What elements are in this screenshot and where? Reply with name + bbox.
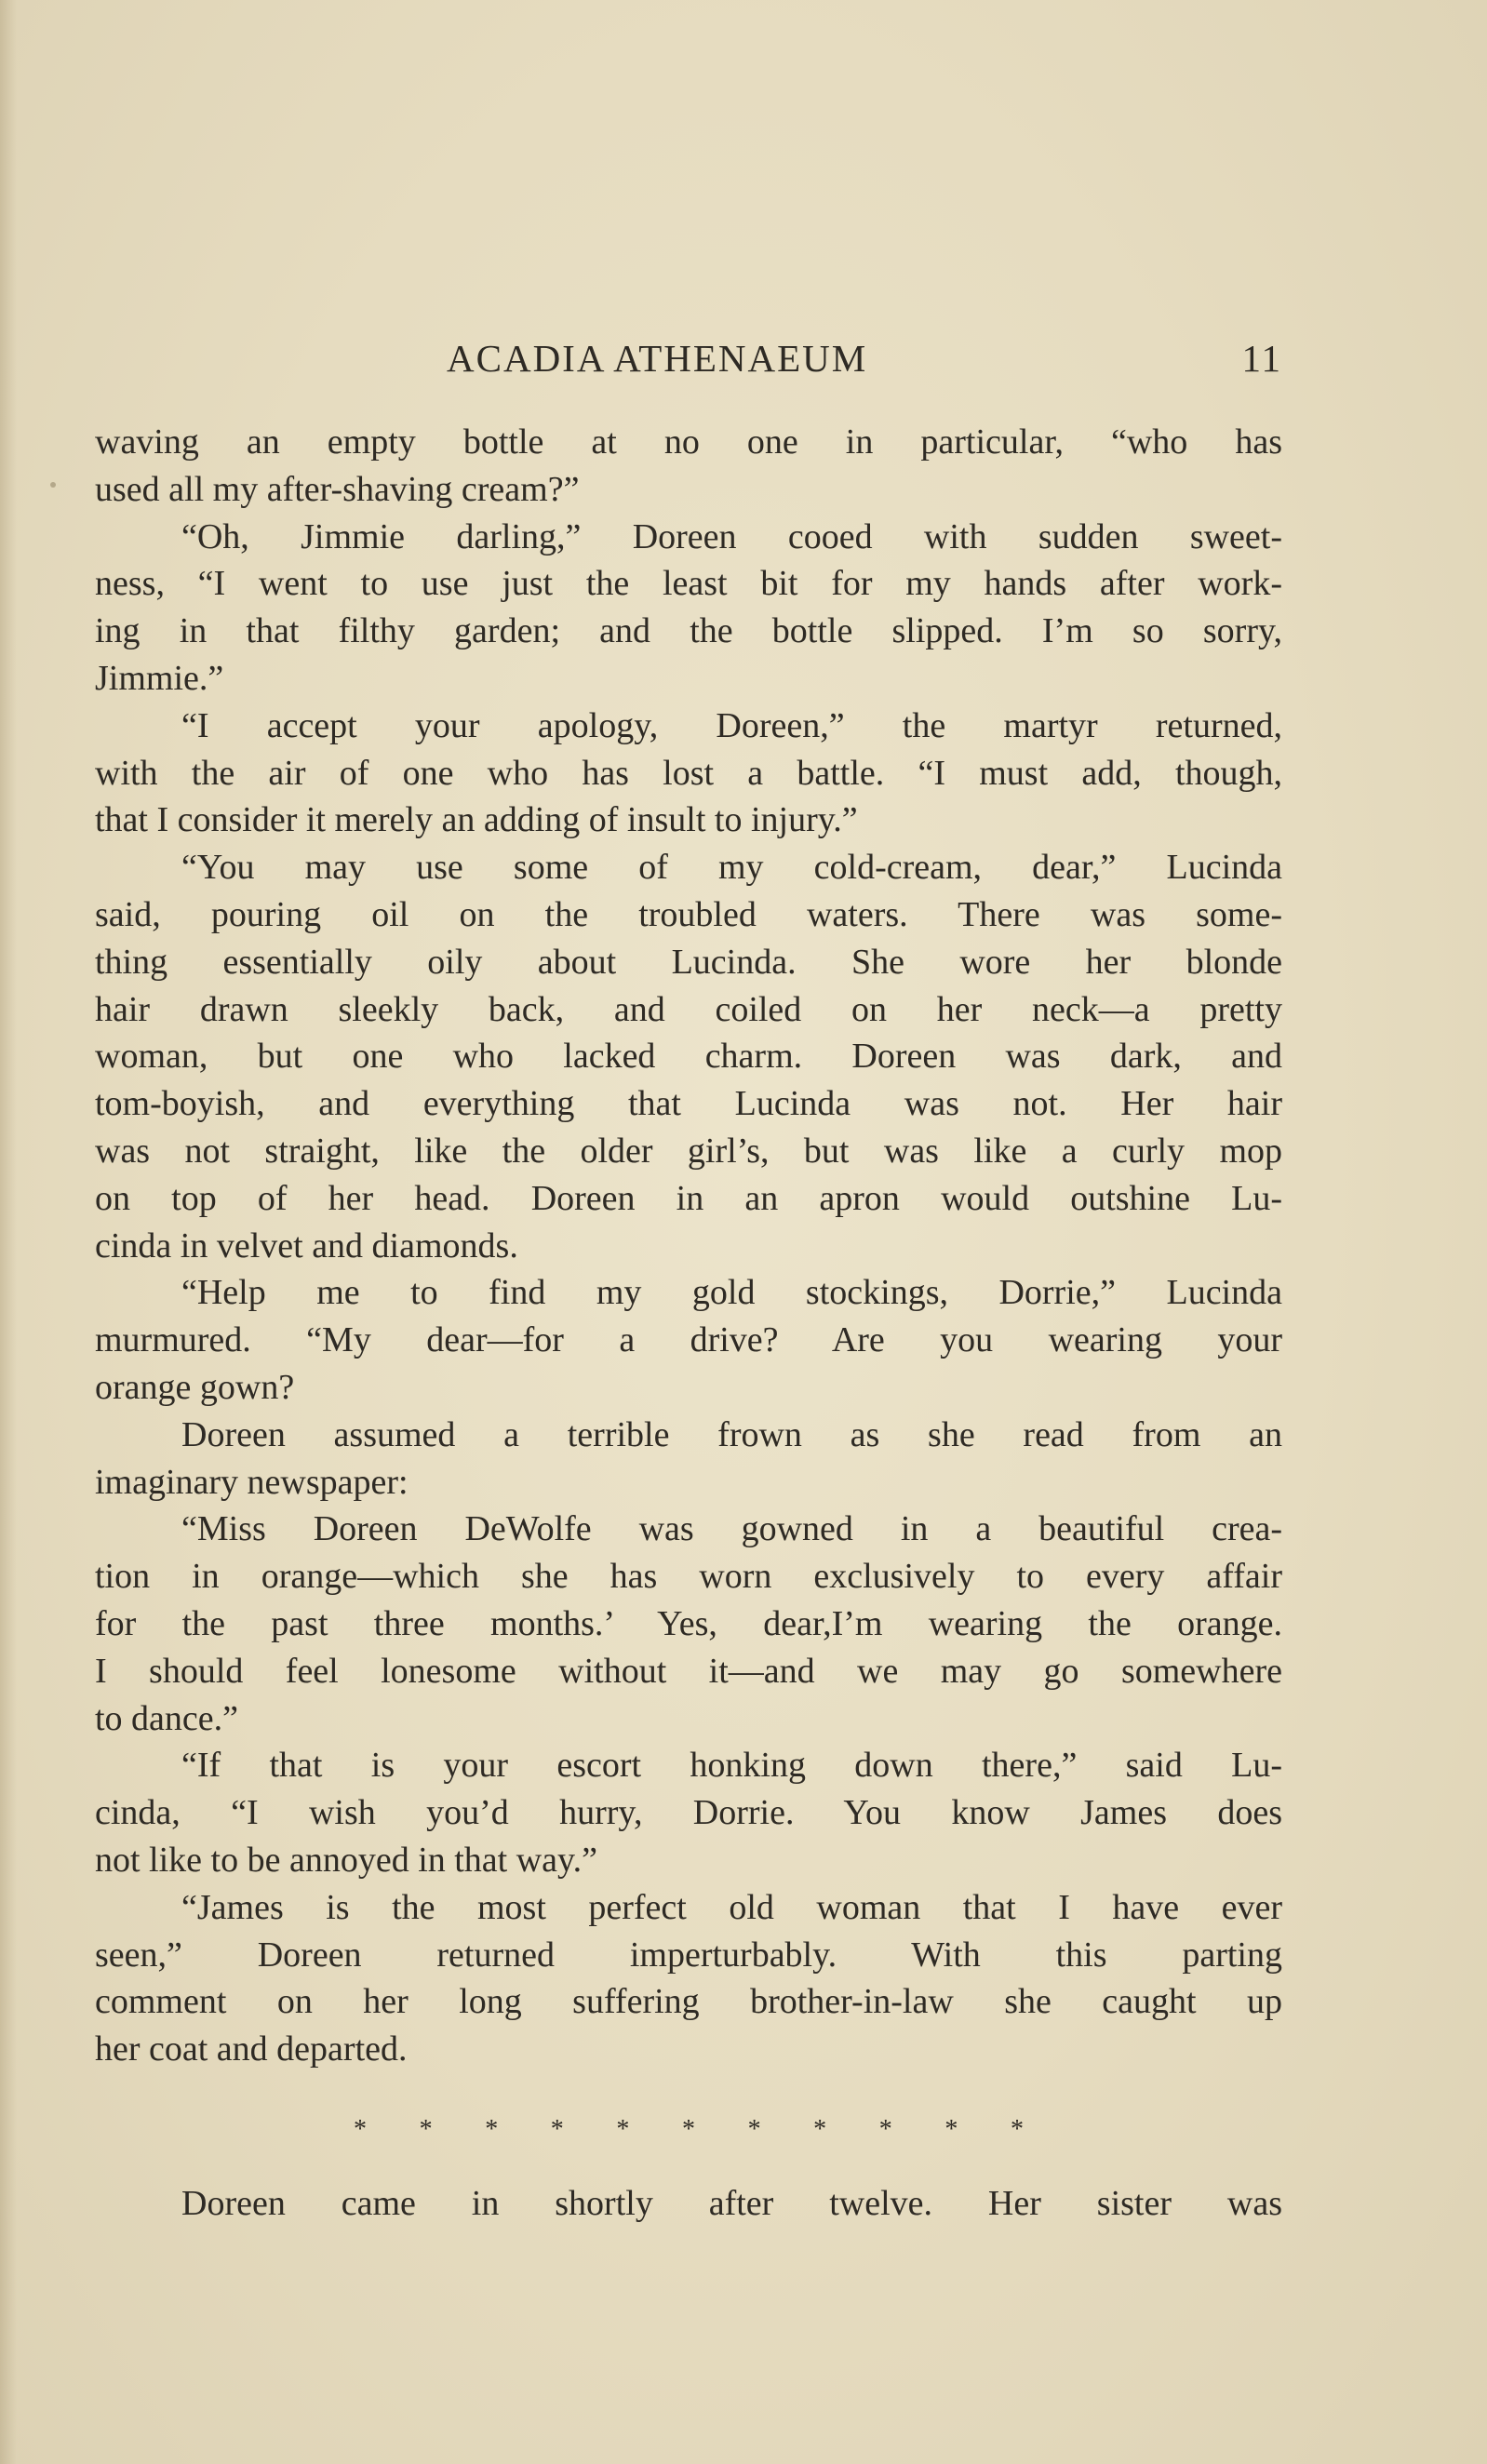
text-line: imaginary newspaper: <box>95 1462 409 1502</box>
text-line: “Oh, Jimmie darling,” Doreen cooed with sudden sweet- <box>181 516 1282 556</box>
text-line: murmured. “My dear—for a drive? Are you wearing your <box>95 1320 1282 1360</box>
text-line: “James is the most perfect old woman that I have ever <box>181 1887 1282 1927</box>
text-line: her coat and departed. <box>95 2029 408 2069</box>
section-break <box>354 2115 1024 2145</box>
running-title: ACADIA ATHENAEUM <box>447 337 868 380</box>
paper-speck <box>50 482 56 488</box>
page-gutter-shadow <box>0 0 17 2464</box>
text-line: cinda in velvet and diamonds. <box>95 1225 518 1265</box>
body-text-continued <box>95 2180 1282 2228</box>
text-line: waving an empty bottle at no one in particular, “who has <box>95 422 1282 462</box>
text-line: on top of her head. Doreen in an apron would outshine Lu- <box>95 1178 1282 1218</box>
text-line: said, pouring oil on the troubled waters. There was some- <box>95 894 1282 934</box>
text-line: comment on her long suffering brother-in-law she caught up <box>95 1982 1282 2022</box>
asterisk: * <box>419 2115 433 2144</box>
asterisk: * <box>813 2115 827 2144</box>
text-line: “I accept your apology, Doreen,” the martyr returned, <box>181 705 1282 745</box>
text-line: “If that is your escort honking down there,” said Lu- <box>181 1746 1282 1786</box>
page-number: 11 <box>1241 337 1282 380</box>
text-line: “Help me to find my gold stockings, Dorrie,” Lucinda <box>181 1273 1282 1313</box>
text-line: for the past three months.’ Yes, dear,I’m wearing the orange. <box>95 1603 1282 1643</box>
text-line: ing in that filthy garden; and the bottle slipped. I’m so sorry, <box>95 611 1282 651</box>
text-line: “Miss Doreen DeWolfe was gowned in a beautiful crea- <box>181 1509 1282 1549</box>
asterisk: * <box>354 2115 367 2144</box>
text-line: Jimmie.” <box>95 658 224 698</box>
text-line: seen,” Doreen returned imperturbably. With this parting <box>95 1935 1282 1975</box>
running-head <box>95 330 1282 386</box>
asterisk: * <box>747 2115 761 2144</box>
body-text <box>95 419 1282 2073</box>
asterisk: * <box>681 2115 695 2144</box>
asterisk: * <box>1010 2115 1024 2144</box>
text-line: to dance.” <box>95 1698 239 1738</box>
text-line: not like to be annoyed in that way.” <box>95 1840 597 1880</box>
text-line: tom-boyish, and everything that Lucinda was not. Her hair <box>95 1084 1282 1124</box>
text-line: Doreen came in shortly after twelve. Her sister was <box>181 2184 1282 2223</box>
asterisk: * <box>550 2115 564 2144</box>
text-line: thing essentially oily about Lucinda. She wore her blonde <box>95 942 1282 982</box>
text-line: woman, but one who lacked charm. Doreen was dark, and <box>95 1037 1282 1077</box>
text-line: hair drawn sleekly back, and coiled on her neck—a pretty <box>95 989 1282 1029</box>
text-line: Doreen assumed a terrible frown as she read from an <box>181 1414 1282 1454</box>
text-line: was not straight, like the older girl’s, but was like a curly mop <box>95 1131 1282 1171</box>
asterisk: * <box>944 2115 958 2144</box>
asterisk: * <box>485 2115 499 2144</box>
text-line: cinda, “I wish you’d hurry, Dorrie. You know James does <box>95 1793 1282 1833</box>
text-line: I should feel lonesome without it—and we may go somewhere <box>95 1651 1282 1691</box>
asterisk: * <box>616 2115 630 2144</box>
text-line: with the air of one who has lost a battle. “I must add, though, <box>95 753 1282 793</box>
asterisk: * <box>878 2115 892 2144</box>
text-line: “You may use some of my cold-cream, dear,” Lucinda <box>181 848 1282 888</box>
text-line: ness, “I went to use just the least bit for my hands after work- <box>95 564 1282 604</box>
text-line: that I consider it merely an adding of insult to injury.” <box>95 800 858 840</box>
text-line: tion in orange—which she has worn exclusively to every affair <box>95 1557 1282 1597</box>
text-line: used all my after-shaving cream?” <box>95 469 580 509</box>
text-line: orange gown? <box>95 1367 295 1407</box>
